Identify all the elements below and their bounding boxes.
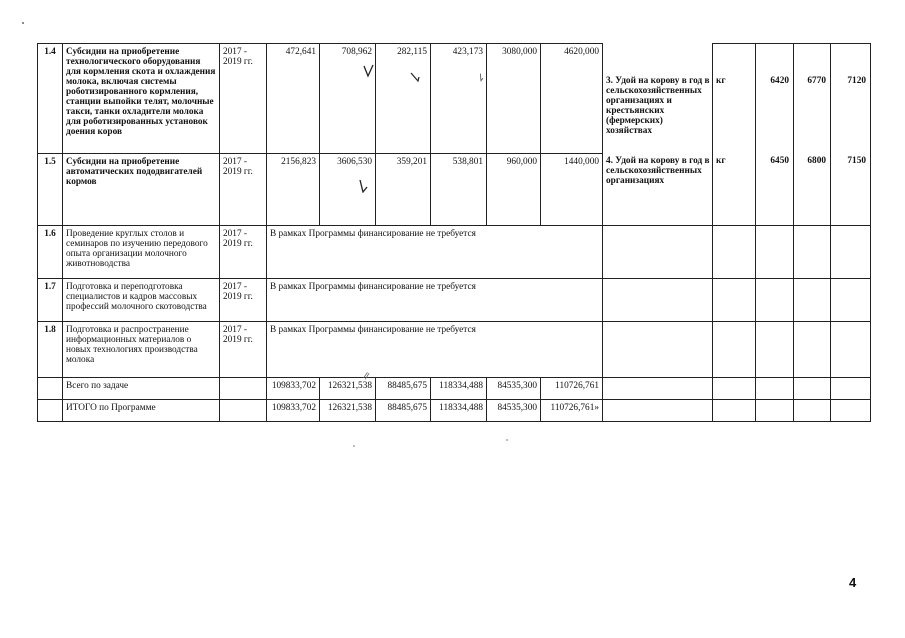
total-value: 88485,675: [376, 400, 431, 422]
empty-cell: [38, 378, 63, 400]
value-cell: 538,801: [431, 154, 487, 226]
empty-cell: [756, 226, 794, 279]
table-row: [38, 279, 871, 322]
total-value: 88485,675: [376, 378, 431, 400]
total-label: Всего по задаче: [63, 378, 220, 400]
total-value: 110726,761: [541, 378, 603, 400]
empty-cell: [603, 226, 713, 279]
value-cell: 960,000: [487, 154, 541, 226]
indicator-name: 3. Удой на корову в год в сельскохозяйственных организациях и крестьянских (фермерских) хозяйствах: [606, 75, 710, 136]
scan-dot: [506, 439, 508, 441]
empty-cell: [831, 279, 871, 322]
value-cell: 359,201: [376, 154, 431, 226]
activity-period: 2017 - 2019 гг.: [220, 44, 267, 154]
empty-cell: [38, 400, 63, 422]
row-number: 1.7: [38, 279, 63, 322]
empty-cell: [713, 400, 756, 422]
total-value: 118334,488: [431, 378, 487, 400]
indicator-value: 7150: [847, 156, 866, 166]
scan-dot: [353, 445, 355, 447]
row-number: 1.4: [38, 44, 63, 154]
activity-period: 2017 - 2019 гг.: [220, 322, 267, 378]
empty-cell: [603, 378, 713, 400]
empty-cell: [794, 322, 831, 378]
empty-cell: [831, 400, 871, 422]
total-label: ИТОГО по Программе: [63, 400, 220, 422]
total-value: 118334,488: [431, 400, 487, 422]
value-cell: 708,962: [320, 44, 376, 154]
total-value: 109833,702: [267, 400, 320, 422]
indicator-value: 6450: [770, 156, 789, 166]
empty-cell: [220, 400, 267, 422]
value-cell: 423,173: [431, 44, 487, 154]
total-value: 126321,538: [320, 378, 376, 400]
total-value: 126321,538: [320, 400, 376, 422]
table-row: [38, 322, 871, 378]
value-cell: 2156,823: [267, 154, 320, 226]
empty-cell: [794, 400, 831, 422]
empty-cell: [831, 226, 871, 279]
empty-cell: [713, 322, 756, 378]
activity-name: Субсидии на приобретение автоматических пододвигателей кормов: [63, 154, 220, 226]
total-value: 84535,300: [487, 400, 541, 422]
funding-note: В рамках Программы финансирование не требуется: [267, 322, 603, 378]
empty-cell: [756, 378, 794, 400]
empty-cell: [603, 400, 713, 422]
empty-cell: [794, 378, 831, 400]
value-cell: 1440,000: [541, 154, 603, 226]
indicator-unit: кг: [716, 76, 726, 86]
funding-note: В рамках Программы финансирование не требуется: [267, 279, 603, 322]
empty-cell: [794, 279, 831, 322]
empty-cell: [831, 322, 871, 378]
empty-cell: [713, 378, 756, 400]
scan-dot: [22, 22, 24, 24]
row-number: 1.6: [38, 226, 63, 279]
total-value: 84535,300: [487, 378, 541, 400]
activity-name: Подготовка и распространение информационных материалов о новых технологиях производства молока: [63, 322, 220, 378]
indicator-value: 7120: [847, 76, 866, 86]
indicator-unit: кг: [716, 156, 726, 166]
total-value: 110726,761»: [541, 400, 603, 422]
indicator-value-cell: [794, 44, 831, 226]
empty-cell: [713, 279, 756, 322]
activity-name: Субсидии на приобретение технологического оборудования для кормления скота и охлаждения молока, включая системы роботизированного кормления, станции выпойки телят, молочные такси, танки охладители молока для роботизированных установок доения коров: [63, 44, 220, 154]
activity-period: 2017 - 2019 гг.: [220, 279, 267, 322]
activity-period: 2017 - 2019 гг.: [220, 154, 267, 226]
empty-cell: [603, 279, 713, 322]
indicator-value: 6770: [807, 76, 826, 86]
empty-cell: [756, 322, 794, 378]
empty-cell: [713, 226, 756, 279]
table-row-total-program: [38, 400, 871, 422]
empty-cell: [603, 322, 713, 378]
value-cell: 3080,000: [487, 44, 541, 154]
funding-note: В рамках Программы финансирование не требуется: [267, 226, 603, 279]
row-number: 1.5: [38, 154, 63, 226]
activity-name: Подготовка и переподготовка специалистов и кадров массовых профессий молочного скотоводства: [63, 279, 220, 322]
empty-cell: [756, 279, 794, 322]
activity-name: Проведение круглых столов и семинаров по изучению передового опыта организации молочного животноводства: [63, 226, 220, 279]
row-number: 1.8: [38, 322, 63, 378]
indicator-name-cell: [603, 44, 713, 226]
empty-cell: [220, 378, 267, 400]
activity-period: 2017 - 2019 гг.: [220, 226, 267, 279]
indicator-name: 4. Удой на корову в год в сельскохозяйственных организациях: [606, 155, 710, 186]
total-value: 109833,702: [267, 378, 320, 400]
value-cell: 282,115: [376, 44, 431, 154]
table-row: [38, 226, 871, 279]
indicator-value: 6800: [807, 156, 826, 166]
empty-cell: [756, 400, 794, 422]
value-cell: 472,641: [267, 44, 320, 154]
page-number: 4: [849, 575, 857, 590]
value-cell: 3606,530: [320, 154, 376, 226]
table-row: [38, 44, 871, 154]
empty-cell: [831, 378, 871, 400]
indicator-value: 6420: [770, 76, 789, 86]
indicator-value-cell: [831, 44, 871, 226]
table-row-total-task: [38, 378, 871, 400]
program-table: [37, 43, 871, 422]
indicator-unit-cell: [713, 44, 756, 226]
value-cell: 4620,000: [541, 44, 603, 154]
indicator-value-cell: [756, 44, 794, 226]
empty-cell: [794, 226, 831, 279]
